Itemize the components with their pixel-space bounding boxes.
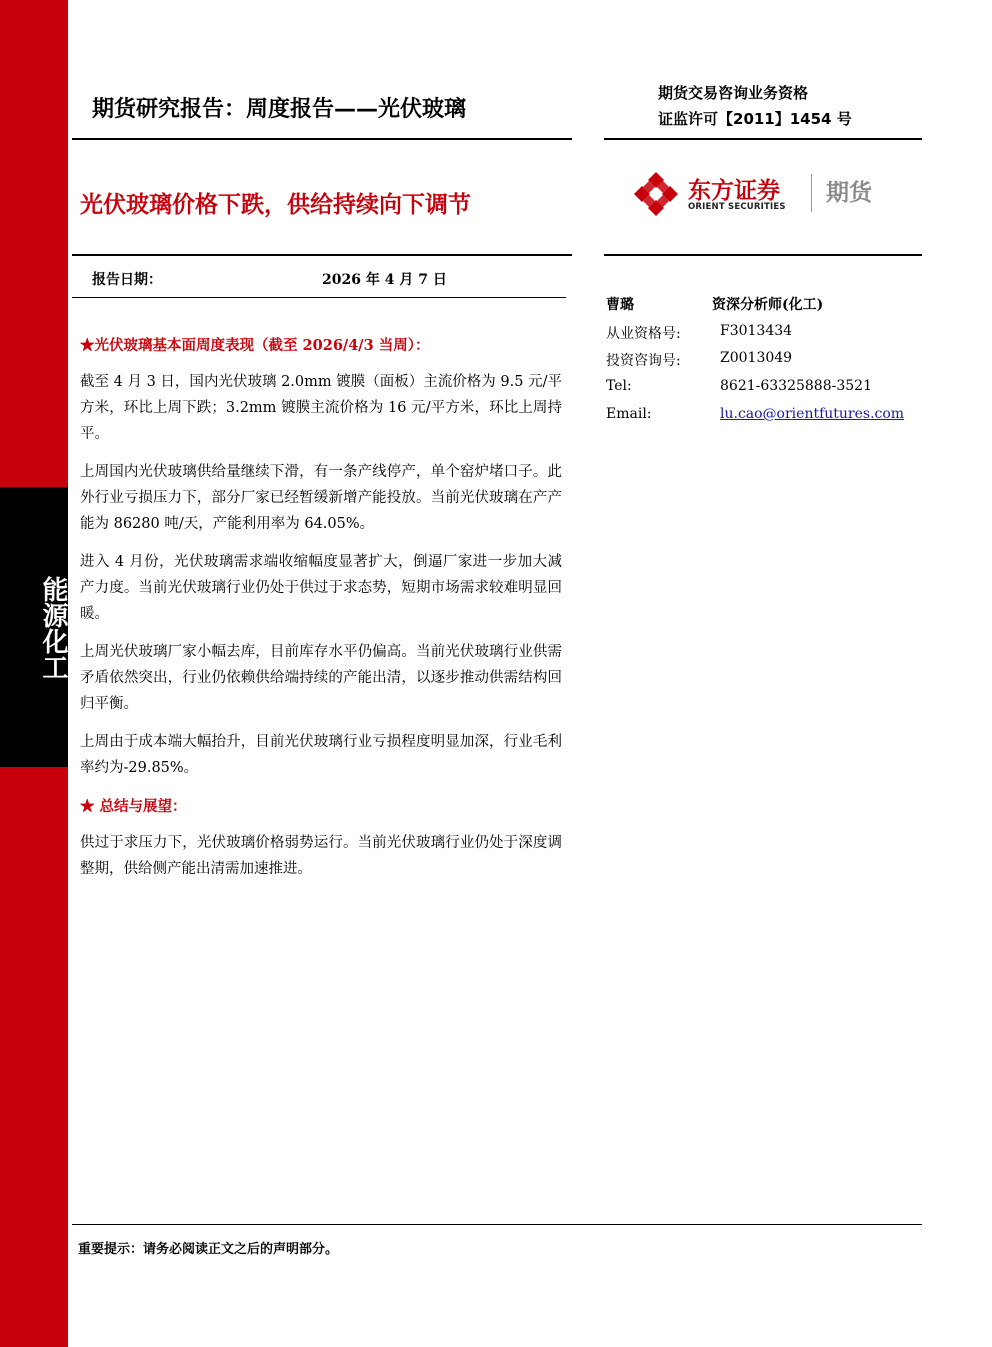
- report-date-label: 报告日期：: [92, 272, 162, 288]
- analyst-row-label: Tel:: [606, 378, 632, 394]
- logo-name-en: ORIENT SECURITIES: [688, 202, 786, 212]
- headline-rule: [72, 254, 572, 256]
- analyst-title: 资深分析师(化工): [712, 297, 824, 313]
- analyst-row-value: F3013434: [720, 323, 793, 339]
- date-rule: [72, 297, 566, 298]
- paragraph: 进入 4 月份，光伏玻璃需求端收缩幅度显著扩大，倒逼厂家进一步加大减产力度。当前光伏玻璃行业仍处于供过于求态势，短期市场需求较难明显回暖。: [80, 554, 562, 622]
- headline: 光伏玻璃价格下跌，供给持续向下调节: [80, 192, 471, 218]
- title-rule: [72, 138, 572, 140]
- report-body: [80, 334, 562, 882]
- logo-suffix: 期货: [826, 180, 872, 206]
- logo-name-cn: 东方证券: [688, 178, 780, 204]
- section-title: ★光伏玻璃基本面周度表现（截至 2026/4/3 当周）：: [80, 337, 430, 354]
- logo-divider: [811, 174, 812, 212]
- qualification-line-1: 期货交易咨询业务资格: [658, 84, 809, 102]
- report-date-value: 2026 年 4 月 7 日: [322, 272, 447, 288]
- analyst-email-link[interactable]: lu.cao@orientfutures.com: [720, 406, 905, 422]
- company-logo: [632, 168, 892, 218]
- footer-rule: [72, 1224, 922, 1225]
- qualification-line-2: 证监许可【2011】1454 号: [658, 110, 852, 128]
- paragraph: 上周国内光伏玻璃供给量继续下滑，有一条产线停产，单个窑炉堵口子。此外行业亏损压力下，部分厂家已经暂缓新增产能投放。当前光伏玻璃在产产能为 86280 吨/天，产能利用率为 64.05%。: [80, 464, 562, 532]
- logo-rule: [604, 254, 922, 256]
- qualification-rule: [604, 138, 922, 140]
- paragraph: 供过于求压力下，光伏玻璃价格弱势运行。当前光伏玻璃行业仍处于深度调整期，供给侧产能出清需加速推进。: [80, 835, 562, 877]
- orient-securities-diamond-icon: [632, 170, 680, 218]
- sector-label: 能源化工: [38, 576, 68, 680]
- section-title: ★ 总结与展望：: [80, 798, 187, 815]
- analyst-row-label: Email:: [606, 406, 652, 422]
- analyst-name: 曹璐: [606, 297, 634, 313]
- report-title: 期货研究报告：周度报告——光伏玻璃: [92, 97, 467, 122]
- analyst-row-label: 从业资格号:: [606, 326, 681, 342]
- analyst-row-value: Z0013049: [720, 350, 793, 366]
- footer-disclaimer-note: 重要提示：请务必阅读正文之后的声明部分。: [78, 1242, 339, 1257]
- analyst-row-value: 8621-63325888-3521: [720, 378, 872, 394]
- paragraph: 截至 4 月 3 日，国内光伏玻璃 2.0mm 镀膜（面板）主流价格为 9.5 元/平方米，环比上周下跌；3.2mm 镀膜主流价格为 16 元/平方米，环比上周持平。: [80, 374, 562, 442]
- analyst-row-label: 投资咨询号:: [606, 353, 681, 369]
- paragraph: 上周光伏玻璃厂家小幅去库，目前库存水平仍偏高。当前光伏玻璃行业供需矛盾依然突出，行业仍依赖供给端持续的产能出清，以逐步推动供需结构回归平衡。: [80, 644, 562, 712]
- paragraph: 上周由于成本端大幅抬升，目前光伏玻璃行业亏损程度明显加深，行业毛利率约为-29.85%。: [80, 734, 562, 776]
